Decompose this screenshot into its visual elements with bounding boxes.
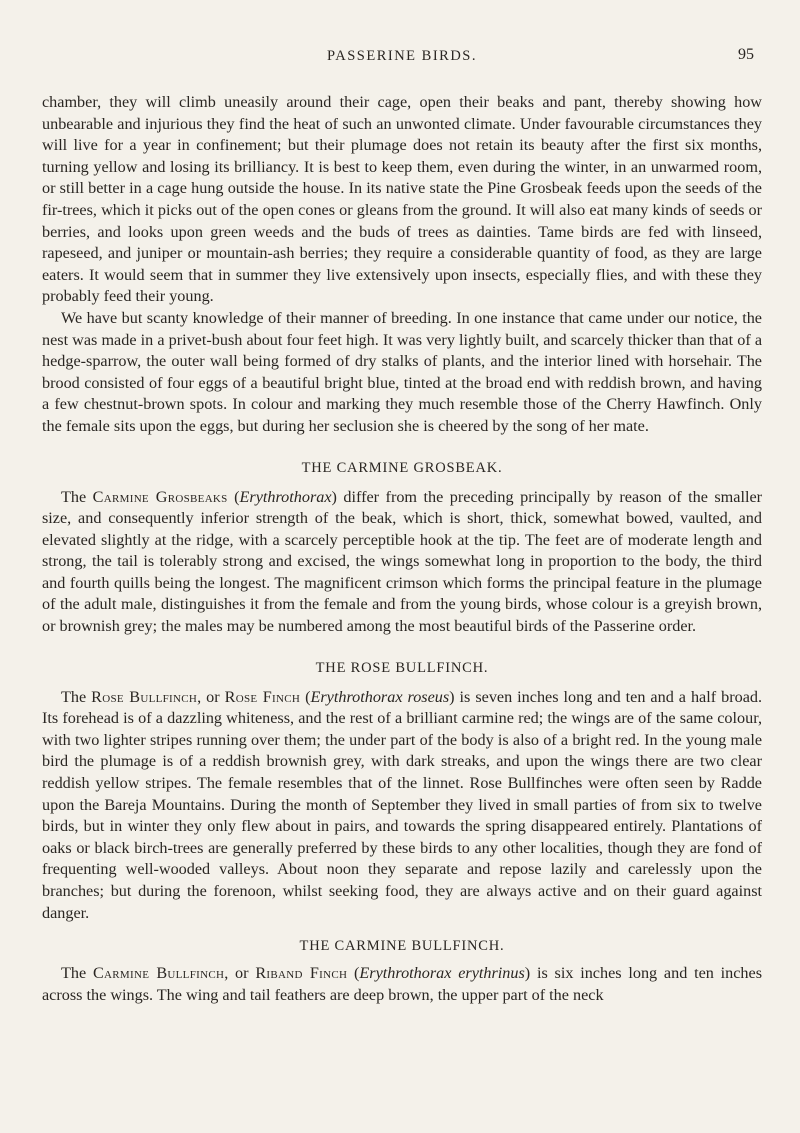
paren-close: ) [331, 487, 337, 506]
section-heading-carmine-grosbeak: THE CARMINE GROSBEAK. [301, 459, 503, 476]
latin-name: Erythrothorax erythrinus [359, 964, 525, 983]
paragraph-continuation: chamber, they will climb uneasily around their cage, open their beaks and pant, thereby showing how unbearable and injurious they find the heat of such an unwonted climate. Under favourable circumstances they will live for a year in confinement; but their plumage does not retain its beauty after the first six months, turning yellow and losing its brilliancy. It is best to keep them, even during the winter, in an unwarmed room, or still better in a cage hung outside the house. In its native state the Pine Grosbeak feeds upon the seeds of the fir-trees, which it picks out of the open cones or gleans from the ground. It will also eat many kinds of seeds or berries, and looks upon green weeds and the buds of trees as dainties. Tame birds are fed with linseed, rapeseed, and juniper or mountain-ash berries; they require a considerable quantity of food, as they are large eaters. It would seem that in summer they live extensively upon insects, especially flies, and with these they probably feed their young. [42, 93, 762, 306]
paragraph-breeding: We have but scanty knowledge of their manner of breeding. In one instance that came under our notice, the nest was made in a privet-bush about four feet high. It was very lightly built, and scarcely thicker than that of a hedge-sparrow, the outer wall being formed of dry stalks of plants, and the interior lined with horsehair. The brood consisted of four eggs of a beautiful bright blue, tinted at the broad end with reddish brown, and having a few chestnut-brown spots. In colour and marking they much resemble those of the Cherry Hawfinch. Only the female sits upon the eggs, but during her seclusion she is cheered by the song of her mate. [42, 308, 762, 435]
paragraph-carmine-grosbeak [42, 487, 762, 638]
paren-open: ( [300, 687, 311, 706]
paragraph-rose-bullfinch [42, 687, 762, 925]
running-title: PASSERINE BIRDS. [327, 48, 477, 64]
paragraph-text: differ from the preceding principally by reason of the smaller size, and consequently inferior strength of the beak, which is short, thick, somewhat bowed, vaulted, and elevated slightly at the ridge, with a scarcely perceptible hook at the tip. The feet are of moderate length and strong, the tail is tolerably strong and excised, the wings somewhat long in proportion to the body, the third and fourth quills being the longest. The magnificent crimson which forms the principal feature in the plumage of the adult male, distinguishes it from the female and from the young birds, whose colour is a greyish brown, or brownish grey; the males may be numbered among the most beautiful birds of the Passerine order. [42, 487, 763, 636]
page-number: 95 [738, 46, 754, 63]
running-head [42, 48, 762, 78]
species-alt-name: Rose Finch [224, 687, 301, 706]
paren-open: ( [347, 964, 360, 983]
lead-article: The [61, 487, 93, 506]
species-name: Carmine Grosbeaks [92, 487, 228, 506]
paren-close: ) [449, 687, 455, 706]
connector: , or [224, 964, 256, 983]
paren-open: ( [227, 487, 240, 506]
body-text [42, 92, 762, 1006]
paragraph-text: is six inches long and ten inches across the wings. The wing and tail feathers are deep brown, the upper part of the neck [42, 964, 762, 1004]
section-heading-carmine-bullfinch: THE CARMINE BULLFINCH. [299, 938, 505, 955]
species-name: Carmine Bullfinch [92, 964, 225, 983]
lead-article: The [61, 964, 93, 983]
species-name: Rose Bullfinch [91, 687, 198, 706]
paragraph-carmine-bullfinch [42, 963, 762, 1006]
species-alt-name: Riband Finch [255, 964, 348, 983]
paren-close: ) [524, 964, 531, 983]
connector: , or [197, 687, 225, 706]
latin-name: Erythrothorax roseus [310, 687, 450, 706]
paragraph-text: is seven inches long and ten and a half broad. Its forehead is of a dazzling whiteness, and the rest of a brilliant carmine red; the wings are of the same colour, with two lighter stripes running over them; the under part of the body is also of a bright red. In the young male bird the plumage is of a reddish brownish grey, with dark streaks, and upon the wings there are two clear reddish yellow stripes. The female resembles that of the linnet. Rose Bullfinches were often seen by Radde upon the Bareja Mountains. During the month of September they lived in small parties of from six to twelve birds, but in winter they only flew about in pairs, and towards the spring disappeared entirely. Plantations of oaks or black birch-trees are generally preferred by these birds to any other localities, though they are fond of frequenting well-wooded valleys. About noon they separate and repose lazily and carelessly upon the branches; but during the forenoon, whilst seeking food, they are always active and on their guard against danger. [42, 687, 763, 922]
section-heading-rose-bullfinch: THE ROSE BULLFINCH. [315, 659, 489, 676]
latin-name: Erythrothorax [239, 487, 332, 506]
lead-article: The [61, 687, 92, 706]
